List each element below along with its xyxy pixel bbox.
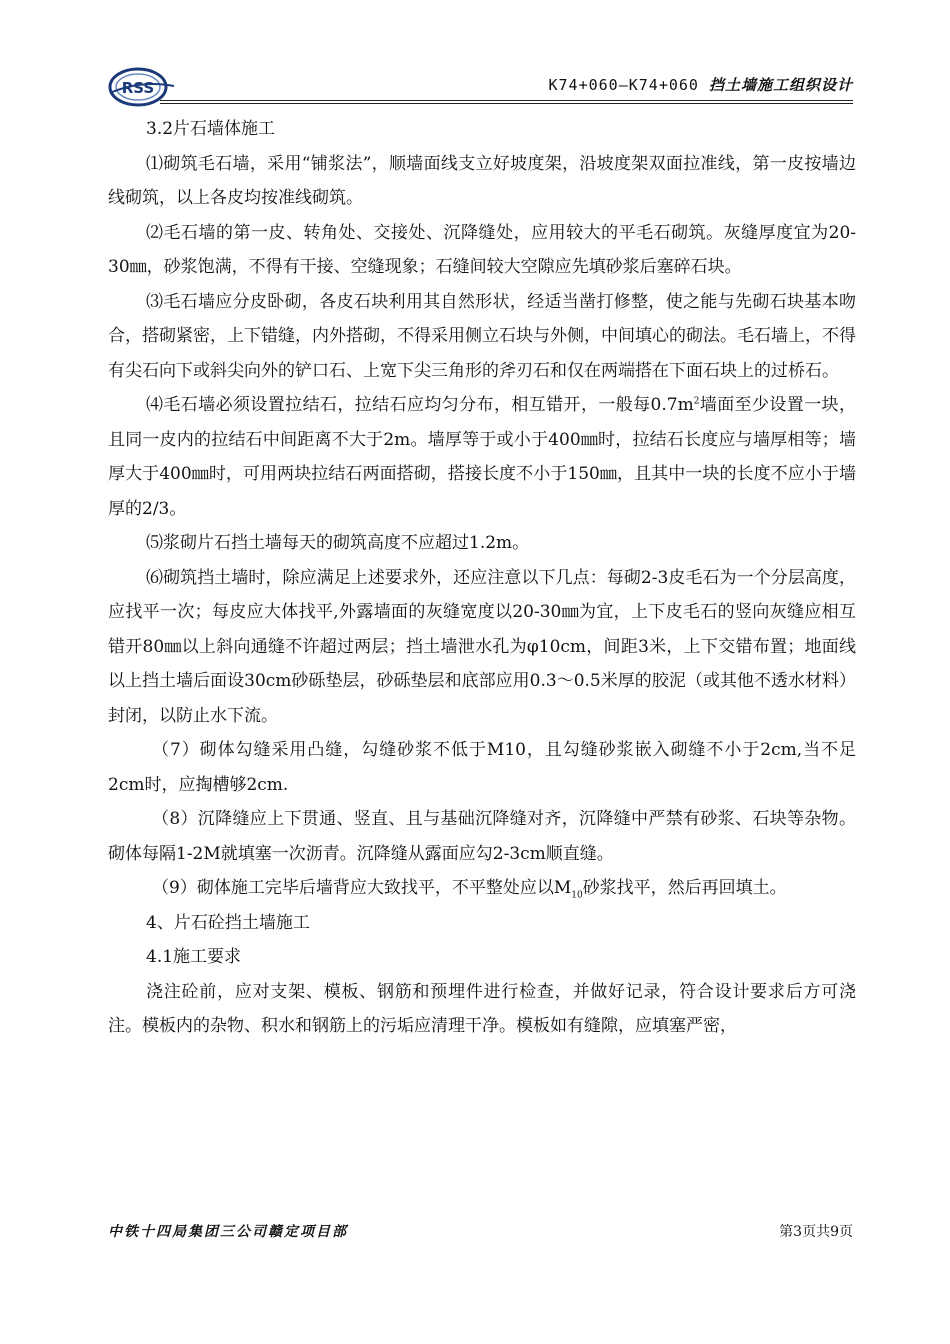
header-code: K74+060—K74+060 — [548, 76, 699, 94]
paragraph-4-part-b: 墙面至少设置一块，且同一皮内的拉结石中间距离不大于2m。墙厚等于或小于400㎜时，拉结石长度应与墙厚相等；墙厚大于400㎜时，可用两块拉结石两面搭砌，搭接长度不小于150㎜，且其中一块的长度不应小于墙厚的2/3。 — [108, 395, 857, 519]
footer-page-number: 第3页共9页 — [779, 1224, 853, 1240]
paragraph-7: （7）砌体勾缝采用凸缝，勾缝砂浆不低于M10，且勾缝砂浆嵌入砌缝不小于2cm,当不足2cm时，应掏槽够2cm. — [108, 740, 856, 795]
paragraph-9-part-a: （9）砌体施工完毕后墙背应大致找平，不平整处应以M — [152, 878, 572, 898]
paragraph-6: ⑹砌筑挡土墙时，除应满足上述要求外，还应注意以下几点：每砌2-3皮毛石为一个分层高度，应找平一次；每皮应大体找平,外露墙面的灰缝宽度以20-30㎜为宜，上下皮毛石的竖向灰缝应相互错开80㎜以上斜向通缝不许超过两层；挡土墙泄水孔为φ10cm，间距3米，上下交错布置；地面线以上挡土墙后面设30cm砂砾垫层，砂砾垫层和底部应用0.3～0.5米厚的胶泥（或其他不透水材料）封闭，以防止水下流。 — [108, 567, 856, 726]
paragraph-9 — [108, 871, 856, 906]
paragraph-1: ⑴砌筑毛石墙，采用“铺浆法”，顺墙面线支立好坡度架，沿坡度架双面拉准线，第一皮按墙边线砌筑，以上各皮均按准线砌筑。 — [108, 153, 856, 208]
paragraph-8: （8）沉降缝应上下贯通、竖直、且与基础沉降缝对齐，沉降缝中严禁有砂浆、石块等杂物。砌体每隔1-2M就填塞一次沥青。沉降缝从露面应勾2-3cm顺直缝。 — [108, 809, 856, 864]
subscript-10: 10 — [571, 890, 583, 901]
header-rule-2 — [160, 103, 853, 104]
paragraph-2: ⑵毛石墙的第一皮、转角处、交接处、沉降缝处，应用较大的平毛石砌筑。灰缝厚度宜为20-30㎜，砂浆饱满，不得有干接、空缝现象；石缝间较大空隙应先填砂浆后塞碎石块。 — [108, 222, 856, 277]
header-title — [548, 74, 853, 95]
header-doc-title: 挡土墙施工组织设计 — [708, 76, 853, 94]
header-rule — [160, 100, 853, 101]
paragraph-3: ⑶毛石墙应分皮卧砌，各皮石块利用其自然形状，经适当凿打修整，使之能与先砌石块基本吻合，搭砌紧密，上下错缝，内外搭砌，不得采用侧立石块与外侧，中间填心的砌法。毛石墙上，不得有尖石向下或斜尖向外的铲口石、上宽下尖三角形的斧刃石和仅在两端搭在下面石块上的过桥石。 — [108, 291, 856, 381]
section-heading-4-1: 4.1施工要求 — [146, 947, 242, 967]
document-body — [108, 112, 856, 1044]
svg-text:RSS: RSS — [121, 79, 155, 97]
paragraph-4-part-a: ⑷毛石墙必须设置拉结石，拉结石应均匀分布，相互错开，一般每0.7m — [146, 395, 694, 415]
footer-company: 中铁十四局集团三公司赣定项目部 — [108, 1224, 348, 1240]
superscript-2: 2 — [693, 396, 700, 407]
page-footer — [108, 1221, 853, 1241]
rss-logo — [108, 66, 176, 108]
paragraph-4 — [108, 388, 856, 526]
paragraph-5: ⑸浆砌片石挡土墙每天的砌筑高度不应超过1.2m。 — [146, 533, 530, 553]
paragraph-10: 浇注砼前，应对支架、模板、钢筋和预埋件进行检查，并做好记录，符合设计要求后方可浇注。模板内的杂物、积水和钢筋上的污垢应清理干净。模板如有缝隙，应填塞严密， — [108, 981, 856, 1036]
section-heading-4: 4、片石砼挡土墙施工 — [146, 912, 310, 933]
section-heading-3-2: 3.2片石墙体施工 — [146, 119, 276, 139]
page-header — [108, 64, 853, 112]
paragraph-9-part-b: 砂浆找平，然后再回填土。 — [582, 878, 787, 898]
